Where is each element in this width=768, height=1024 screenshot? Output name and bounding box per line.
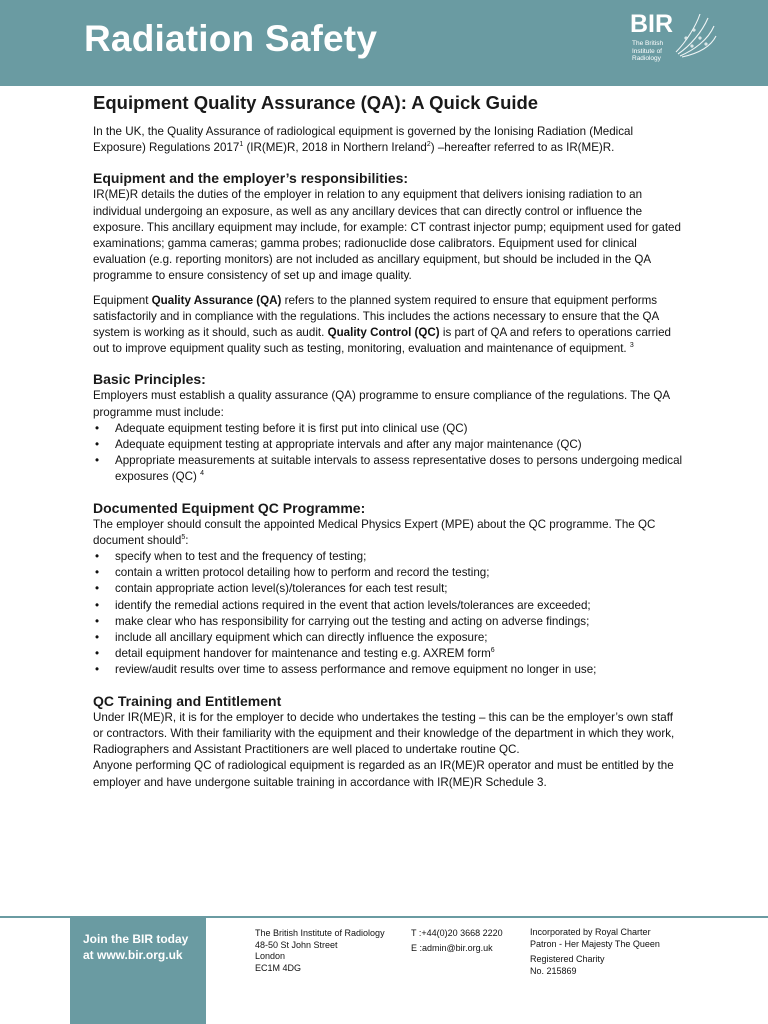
join-bir-link[interactable]: Join the BIR today at www.bir.org.uk bbox=[83, 932, 189, 962]
header-banner bbox=[0, 0, 768, 86]
footer-address: The British Institute of Radiology 48-50 St John Street London EC1M 4DG bbox=[255, 928, 385, 973]
intro-paragraph: In the UK, the Quality Assurance of radiological equipment is governed by the Ionising Radiation (Medical Exposure) Regulations 2017$^1$ (IR(ME)R, 2018 in Northern Ireland$^2$) –hereafter referred to as IR(ME)R. bbox=[93, 125, 634, 155]
list-item: • contain appropriate action level(s)/tolerances for each test result; bbox=[95, 582, 448, 596]
list-item: • review/audit results over time to assess performance and remove equipment no longer in use; bbox=[95, 663, 597, 677]
list-item: • contain a written protocol detailing how to perform and record the testing; bbox=[95, 566, 490, 580]
list-item: • detail equipment handover for maintenance and testing e.g. AXREM form$^6$ bbox=[95, 647, 495, 661]
logo-subtitle: The British Institute of Radiology bbox=[632, 40, 664, 62]
responsibilities-paragraph: IR(ME)R details the duties of the employer in relation to any equipment that delivers ionising radiation to an individual undergoing an exposure, as well as any ancillary devices that can directly control or influence the exposure. This ancillary equipment may include, for example: CT contrast injector pump; equipment used for gated examinations; gamma cameras; gamma probes; radionuclide dose calibrators. Equipment used for clinical evaluation (e.g. reporting monitors) are not included as ancillary equipment, but should be included in the QA programme to ensure consistency of set up and image quality. bbox=[93, 188, 681, 283]
document-title: Equipment Quality Assurance (QA): A Quick Guide bbox=[93, 92, 539, 113]
list-item: • include all ancillary equipment which can directly influence the exposure; bbox=[95, 631, 488, 645]
list-item: • make clear who has responsibility for carrying out the testing and acting on adverse findings; bbox=[95, 614, 590, 628]
section-heading-qc-training: QC Training and Entitlement bbox=[93, 692, 282, 709]
footer-phone[interactable]: T :+44(0)20 3668 2220 bbox=[411, 928, 503, 938]
logo-fan-icon bbox=[670, 12, 718, 58]
document-body bbox=[93, 92, 683, 791]
basic-principles-list bbox=[93, 421, 683, 486]
list-item: • Appropriate measurements at suitable intervals to assess representative doses to persons undergoing medical exposures (QC) $^4$ bbox=[95, 454, 683, 484]
list-item: • identify the remedial actions required in the event that action levels/tolerances are exceeded; bbox=[95, 598, 591, 612]
footer-contact bbox=[411, 928, 503, 954]
banner-title: Radiation Safety bbox=[84, 18, 378, 59]
footer-email[interactable]: E :admin@bir.org.uk bbox=[411, 942, 493, 953]
section-heading-responsibilities: Equipment and the employer’s responsibilities: bbox=[93, 170, 409, 187]
qc-programme-paragraph: The employer should consult the appointed Medical Physics Expert (MPE) about the QC programme. The QC document should$^5$: bbox=[93, 517, 656, 547]
section-heading-qc-programme: Documented Equipment QC Programme: bbox=[93, 499, 366, 516]
qc-programme-list bbox=[93, 549, 683, 679]
list-item: • Adequate equipment testing at appropriate intervals and after any major maintenance (QC) bbox=[95, 438, 582, 452]
logo-mark: BIR bbox=[630, 10, 674, 38]
qc-training-paragraph: Under IR(ME)R, it is for the employer to decide who undertakes the testing – this can be the employer’s own staff or contractors. With their familiarity with the equipment and their knowledge of the department in which they work, Radiographers and Assistant Practitioners are well placed to undertake routine QC. bbox=[93, 710, 675, 757]
qc-operator-paragraph: Anyone performing QC of radiological equipment is regarded as an IR(ME)R operator and must be entitled by the employer and have undergone suitable training in accordance with IR(ME)R Schedule 3. bbox=[93, 759, 674, 789]
section-heading-basic-principles: Basic Principles: bbox=[93, 371, 206, 388]
bir-logo bbox=[630, 10, 726, 74]
qa-definition-paragraph: Equipment Quality Assurance (QA) refers to the planned system required to ensure that equipment performs satisfactorily and in compliance with the regulations. This includes the actions necessary to ensure that the QA system is working as it should, such as audit. Quality Control (QC) is part of QA and refers to operations carried out to improve equipment quality such as testing, monitoring, evaluation and maintenance of equipment. $^3$ bbox=[93, 293, 671, 356]
list-item: • specify when to test and the frequency of testing; bbox=[95, 550, 367, 564]
list-item: • Adequate equipment testing before it is first put into clinical use (QC) bbox=[95, 421, 468, 435]
footer-charter: Incorporated by Royal Charter Patron - Her Majesty The Queen Registered Charity No. 215869 bbox=[530, 927, 660, 976]
footer-cta-box[interactable] bbox=[70, 918, 206, 1024]
basic-principles-paragraph: Employers must establish a quality assurance (QA) programme to ensure compliance of the regulations. The QA programme must include: bbox=[93, 389, 670, 419]
